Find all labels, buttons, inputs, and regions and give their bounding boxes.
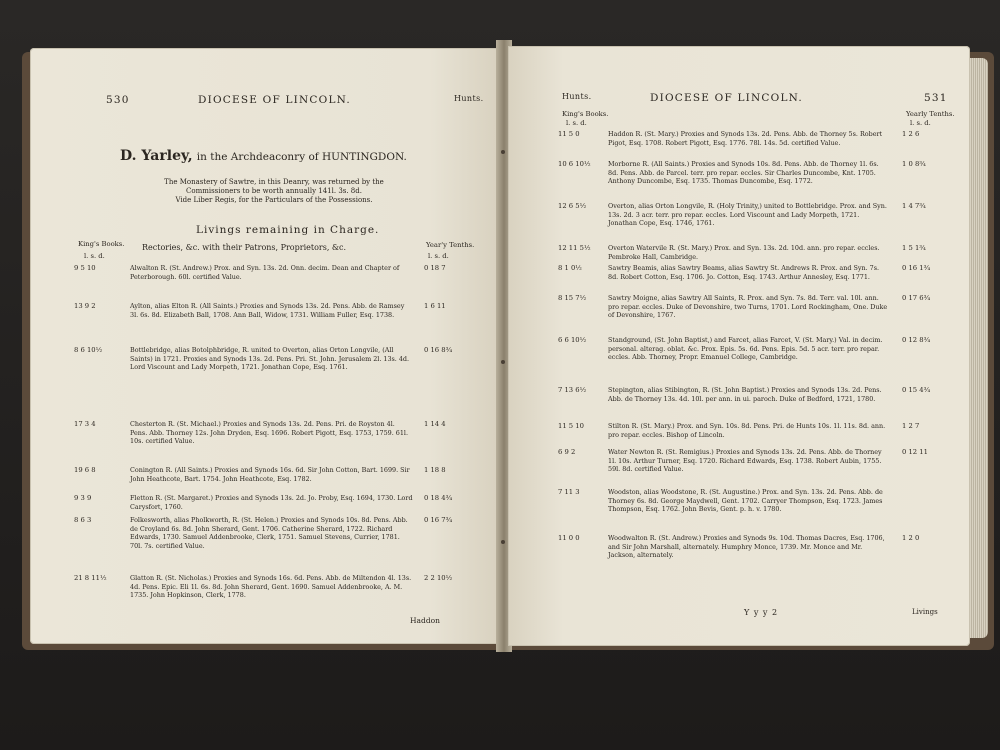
living-entry-text: Folkesworth, alias Pholkworth, R. (St. Helen.) Proxies and Synods 10s. 8d. Pens. Abb. de Croyland 6s. 8d. John Sherard, Gent. 1706. Catherine Sherard, 1722. Richard Edwards, 1730. Samuel Addenbrooke, Clerk, 1751. Samuel Stevens, Currier, 1781. 70l. 7s. certified Value.: [130, 516, 408, 550]
left-page: [30, 48, 500, 644]
living-entry-text: Woodwalton R. (St. Andrew.) Proxies and Synods 9s. 10d. Thomas Dacres, Esq. 1706, and Sir John Marshall, alternately. Humphry Monce, 1739. Mr. Monce and Mr. Jackson, alternately.: [608, 534, 885, 560]
kings-books-value: 6 9 2: [558, 448, 576, 456]
yearly-tenths-value: 0 15 4¾: [902, 386, 931, 394]
yearly-tenths-value: 2 2 10½: [424, 574, 453, 582]
living-entry-text: Glatton R. (St. Nicholas.) Proxies and Synods 16s. 6d. Pens. Abb. de Miltendon 4l. 13s. 4d. Pens. Epic. Eli 1l. 6s. 8d. John Sherard, Gent. 1690. Samuel Addenbrooke, A. M. 1735. John Hopkinson, Clerk, 1778.: [130, 574, 412, 600]
binding-stitch: [501, 360, 505, 364]
yearly-tenths-value: 0 16 7¾: [424, 516, 453, 524]
living-entry-text: Alwalton R. (St. Andrew.) Prox. and Syn. 13s. 2d. Onn. decim. Dean and Chapter of Peterborough. 60l. certified Value.: [130, 264, 400, 281]
deanery-title: [120, 148, 407, 164]
binding-stitch: [501, 540, 505, 544]
yearly-tenths-value: 1 0 8¾: [902, 160, 926, 168]
left-catch-heading: Hunts.: [454, 94, 484, 103]
page-block-edge: [968, 58, 988, 638]
kings-books-value: 11 5 10: [558, 422, 584, 430]
living-entry-text: Sawtry Moigne, alias Sawtry All Saints, R. Prox. and Syn. 7s. 8d. Terr. val. 10l. ann. pro repar. eccles. Duke of Devonshire, two Turns, 1701. Lord Rockingham, One. Duke of Devonshire, 1767.: [608, 294, 888, 320]
yearly-tenths-value: 1 5 1¾: [902, 244, 926, 252]
yearly-tenths-heading: Year'y Tenths.: [426, 241, 475, 249]
kb-lsd-heading: l. s. d.: [566, 119, 587, 127]
left-running-header: DIOCESE OF LINCOLN.: [198, 94, 351, 106]
note-line: Vide Liber Regis, for the Particulars of the Possessions.: [175, 196, 373, 204]
note-line: The Monastery of Sawtre, in this Deanry, was returned by the: [164, 178, 384, 186]
deanery-archdeaconry: in the Archdeaconry of HUNTINGDON.: [196, 151, 407, 163]
living-entry-text: Stilton R. (St. Mary.) Prox. and Syn. 10s. 8d. Pens. Pri. de Hunts 10s. 1l. 11s. 8d. ann. pro repar. eccles. Bishop of Lincoln.: [608, 422, 886, 439]
kings-books-value: 17 3 4: [74, 420, 96, 428]
living-entry-text: Chesterton R. (St. Michael.) Proxies and Synods 13s. 2d. Pens. Pri. de Royston 4l. Pens. Abb. Thorney 12s. John Dryden, Esq. 1696. Robert Pigott, Esq. 1753, 1759. 61l. 10s. certified Value.: [130, 420, 408, 446]
kings-books-value: 9 5 10: [74, 264, 96, 272]
signature-mark: Y y y 2: [744, 608, 779, 617]
monastery-note: [114, 178, 434, 205]
yearly-tenths-value: 1 2 7: [902, 422, 920, 430]
left-catchword: Haddon: [410, 616, 440, 625]
living-entry-text: Aylton, alias Elton R. (All Saints.) Proxies and Synods 13s. 2d. Pens. Abb. de Ramsey 3l. 6s. 8d. Elizabeth Ball, 1708. Ann Ball, Widow, 1731. William Fuller, Esq. 1738.: [130, 302, 405, 319]
living-entry-text: Overton, alias Orton Longvile, R. (Holy Trinity,) united to Bottlebridge. Prox. and Syn. 13s. 2d. 3 acr. terr. pro repar. eccles. Lord Viscount and Lady Morpeth, 1721. Jonathan Cope, Esq. 1746, 1761.: [608, 202, 887, 228]
kings-books-value: 8 15 7½: [558, 294, 587, 302]
kings-books-value: 10 6 10½: [558, 160, 591, 168]
yearly-tenths-heading: Yearly Tenths.: [906, 110, 955, 118]
section-heading: Livings remaining in Charge.: [196, 224, 380, 236]
kings-books-heading: King's Books.: [562, 110, 609, 118]
living-entry-text: Water Newton R. (St. Remigius.) Proxies and Synods 13s. 2d. Pens. Abb. de Thorney 1l. 10s. Arthur Turner, Esq. 1720. Richard Edwards, Esq. 1738. Robert Aubin, 1755. 59l. 8d. certified Value.: [608, 448, 882, 474]
kings-books-value: 8 1 0½: [558, 264, 582, 272]
right-catchword: Livings: [912, 608, 938, 616]
kings-books-value: 13 9 2: [74, 302, 96, 310]
yearly-tenths-value: 0 12 8¾: [902, 336, 931, 344]
right-page: [508, 46, 970, 646]
yearly-tenths-value: 1 2 0: [902, 534, 920, 542]
living-entry-text: Standground, (St. John Baptist,) and Farcet, alias Farcet, V. (St. Mary.) Val. in decim. personal. alterag. oblat. &c. Prox. Epis. 5s. 6d. Pens. Epis. 5d. 5 acr. terr. pro repar. eccles. Abb. Thorney, Propr. Emanuel College, Cambridge.: [608, 336, 883, 362]
yt-lsd-heading: l. s. d.: [910, 119, 931, 127]
yearly-tenths-value: 0 16 1¾: [902, 264, 931, 272]
yearly-tenths-value: 0 16 8¾: [424, 346, 453, 354]
kings-books-value: 8 6 10½: [74, 346, 103, 354]
yearly-tenths-value: 1 18 8: [424, 466, 446, 474]
kings-books-value: 6 6 10½: [558, 336, 587, 344]
kings-books-value: 11 0 0: [558, 534, 580, 542]
yearly-tenths-value: 1 2 6: [902, 130, 920, 138]
kings-books-value: 7 11 3: [558, 488, 580, 496]
living-entry-text: Haddon R. (St. Mary.) Proxies and Synods 13s. 2d. Pens. Abb. de Thorney 5s. Robert Pigot, Esq. 1708. Robert Pigott, Esq. 1776. 78l. 14s. 5d. certified Value.: [608, 130, 883, 147]
column-subheading: Rectories, &c. with their Patrons, Proprietors, &c.: [142, 243, 347, 252]
yt-lsd-heading: l. s. d.: [428, 252, 449, 260]
living-entry-text: Overton Watervile R. (St. Mary.) Prox. and Syn. 13s. 2d. 10d. ann. pro repar. eccles. Pembroke Hall, Cambridge.: [608, 244, 880, 261]
right-folio: 531: [924, 92, 948, 104]
kings-books-value: 12 6 5½: [558, 202, 587, 210]
living-entry-text: Stepington, alias Stibington, R. (St. John Baptist.) Proxies and Synods 13s. 2d. Pens. Abb. de Thorney 13s. 4d. 10l. per ann. in ui. paroch. Duke of Bedford, 1721, 1780.: [608, 386, 882, 403]
kings-books-value: 19 6 8: [74, 466, 96, 474]
living-entry-text: Morborne R. (All Saints.) Proxies and Synods 10s. 8d. Pens. Abb. de Thorney 1l. 6s. 8d. Pens. Abb. de Parcel. terr. pro repar. eccles. Sir Charles Duncombe, Knt. 1705. Anthony Duncombe, Esq. 1735. Thomas Duncombe, Esq. 1772.: [608, 160, 879, 186]
right-running-header: DIOCESE OF LINCOLN.: [650, 92, 803, 104]
yearly-tenths-value: 0 18 4¾: [424, 494, 453, 502]
right-catch-heading: Hunts.: [562, 92, 592, 101]
yearly-tenths-value: 0 17 6¾: [902, 294, 931, 302]
yearly-tenths-value: 0 12 11: [902, 448, 928, 456]
living-entry-text: Conington R. (All Saints.) Proxies and Synods 16s. 6d. Sir John Cotton, Bart. 1699. Sir John Heathcote, Bart. 1754. John Heathcote, Esq. 1782.: [130, 466, 410, 483]
living-entry-text: Fletton R. (St. Margaret.) Proxies and Synods 13s. 2d. Jo. Proby, Esq. 1694, 1730. Lord Carysfort, 1760.: [130, 494, 413, 511]
kb-lsd-heading: l. s. d.: [84, 252, 105, 260]
living-entry-text: Woodston, alias Woodstone, R. (St. Augustine.) Prox. and Syn. 13s. 2d. Pens. Abb. de Thorney 6s. 8d. George Maydwell, Gent. 1702. Carryer Thompson, Esq. 1723. James Thompson, Esq. 1762. John Bevis, Gent. p. h. v. 1780.: [608, 488, 883, 514]
note-line: Commissioners to be worth annually 141l. 3s. 8d.: [186, 187, 362, 195]
yearly-tenths-value: 1 6 11: [424, 302, 446, 310]
deanery-name: D. Yarley,: [120, 148, 193, 164]
kings-books-heading: King's Books.: [78, 240, 125, 248]
living-entry-text: Sawtry Beamis, alias Sawtry Beams, alias Sawtry St. Andrews R. Prox. and Syn. 7s. 8d. Robert Cotton, Esq. 1706. Jo. Cotton, Esq. 1743. Arthur Annesley, Esq. 1771.: [608, 264, 880, 281]
kings-books-value: 21 8 11½: [74, 574, 107, 582]
yearly-tenths-value: 1 14 4: [424, 420, 446, 428]
living-entry-text: Bottlebridge, alias Botolphbridge, R. united to Overton, alias Orton Longvile, (All Saints) in 1721. Proxies and Synods 13s. 2d. Pens. Pri. St. John. Jerusalem 2l. 13s. 4d. Lord Viscount and Lady Morpeth, 1721. Jonathan Cope, Esq. 1761.: [130, 346, 410, 372]
kings-books-value: 8 6 3: [74, 516, 92, 524]
yearly-tenths-value: 1 4 7¾: [902, 202, 926, 210]
kings-books-value: 12 11 5½: [558, 244, 591, 252]
left-folio: 530: [106, 94, 130, 106]
yearly-tenths-value: 0 18 7: [424, 264, 446, 272]
kings-books-value: 11 5 0: [558, 130, 580, 138]
binding-stitch: [501, 150, 505, 154]
kings-books-value: 7 13 6½: [558, 386, 587, 394]
kings-books-value: 9 3 9: [74, 494, 92, 502]
